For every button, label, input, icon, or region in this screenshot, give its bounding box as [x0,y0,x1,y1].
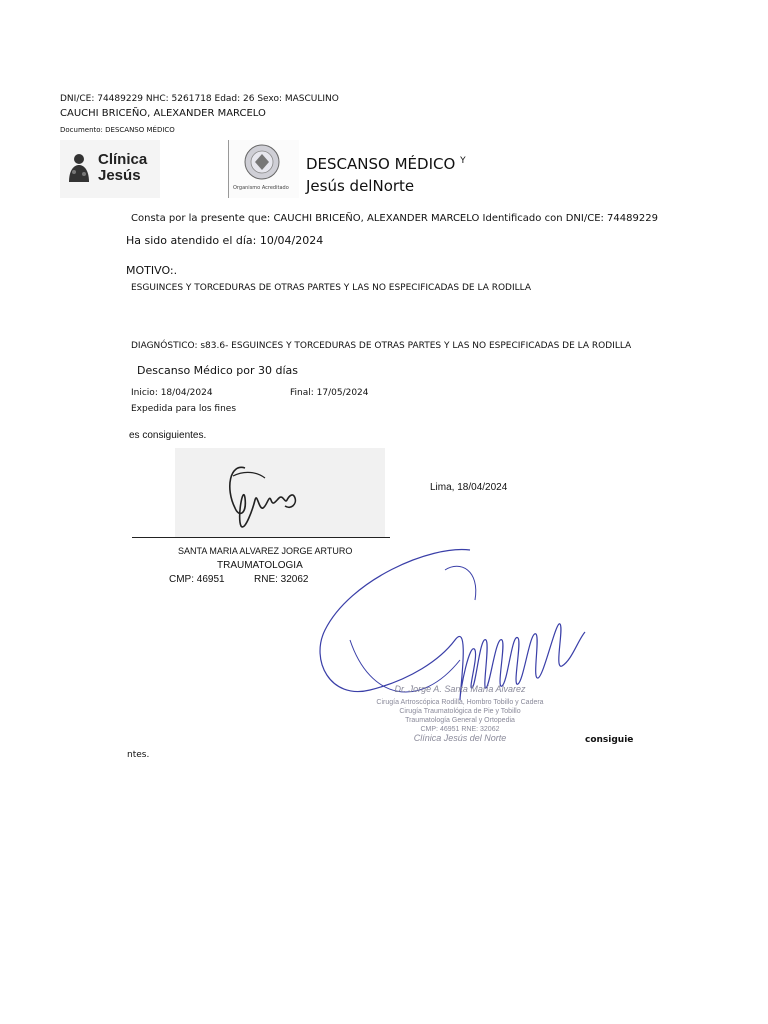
ntes-text: ntes. [127,750,150,760]
stamp-line1: Cirugía Artroscópica Rodilla, Hombro Tobillo y Cadera [376,699,544,706]
patient-id-line: DNI/CE: 74489229 NHC: 5261718 Edad: 26 Sexo: MASCULINO [60,94,339,104]
stamp-doctor-name: Dr. Jorge A. Santa María Alvarez [394,684,526,694]
signature-line [132,537,390,538]
title-line1: DESCANSO MÉDICO [306,155,456,173]
handwritten-signature [175,448,385,538]
stamp-line4: CMP: 46951 RNE: 32062 [420,726,500,733]
atendido-text: Ha sido atendido el día: 10/04/2024 [126,234,324,247]
doctor-cmp: CMP: 46951 [169,574,225,585]
descanso-text: Descanso Médico por 30 días [137,364,298,377]
expedida-text: Expedida para los fines [131,404,237,414]
final-date: Final: 17/05/2024 [290,388,369,398]
doctor-name: SANTA MARIA ALVAREZ JORGE ARTURO [178,546,353,556]
doctor-rne: RNE: 32062 [254,574,309,585]
accreditation-seal [228,140,299,198]
motivo-label: MOTIVO:. [126,264,178,277]
consta-text: Consta por la presente que: CAUCHI BRICEÑO, ALEXANDER MARCELO Identificado con DNI/CE: 74489229 [131,213,658,224]
stamp-line2: Cirugía Traumatológica de Pie y Tobillo [399,708,521,715]
doctor-signature-area [175,448,385,538]
patient-name: CAUCHI BRICEÑO, ALEXANDER MARCELO [60,108,266,119]
logo-text-line1: Clínica [98,151,148,168]
document-label: Documento: DESCANSO MÉDICO [60,126,175,134]
person-icon [66,152,92,184]
motivo-text: ESGUINCES Y TORCEDURAS DE OTRAS PARTES Y LAS NO ESPECIFICADAS DE LA RODILLA [131,283,532,293]
seal-caption: Organismo Acreditado [233,185,289,191]
logo-text-line2: Jesús [98,167,141,184]
consiguie-text: consiguie [585,735,634,745]
consiguientes-scan-text: es consiguientes. [129,430,207,441]
doctor-specialty: TRAUMATOLOGIA [217,560,303,571]
lima-date: Lima, 18/04/2024 [430,482,508,493]
inicio-date: Inicio: 18/04/2024 [131,388,213,398]
clinic-logo [60,140,160,198]
doctor-stamp [310,540,620,750]
title-superscript: Y [460,156,466,166]
document-title [306,155,466,173]
title-line2: Jesús delNorte [306,177,415,195]
stamp-line3: Traumatología General y Ortopedia [405,717,515,724]
stamp-clinic: Clínica Jesús del Norte [413,733,507,743]
diagnostico-text: DIAGNÓSTICO: s83.6- ESGUINCES Y TORCEDURAS DE OTRAS PARTES Y LAS NO ESPECIFICADAS DE LA RODILLA [131,341,632,351]
